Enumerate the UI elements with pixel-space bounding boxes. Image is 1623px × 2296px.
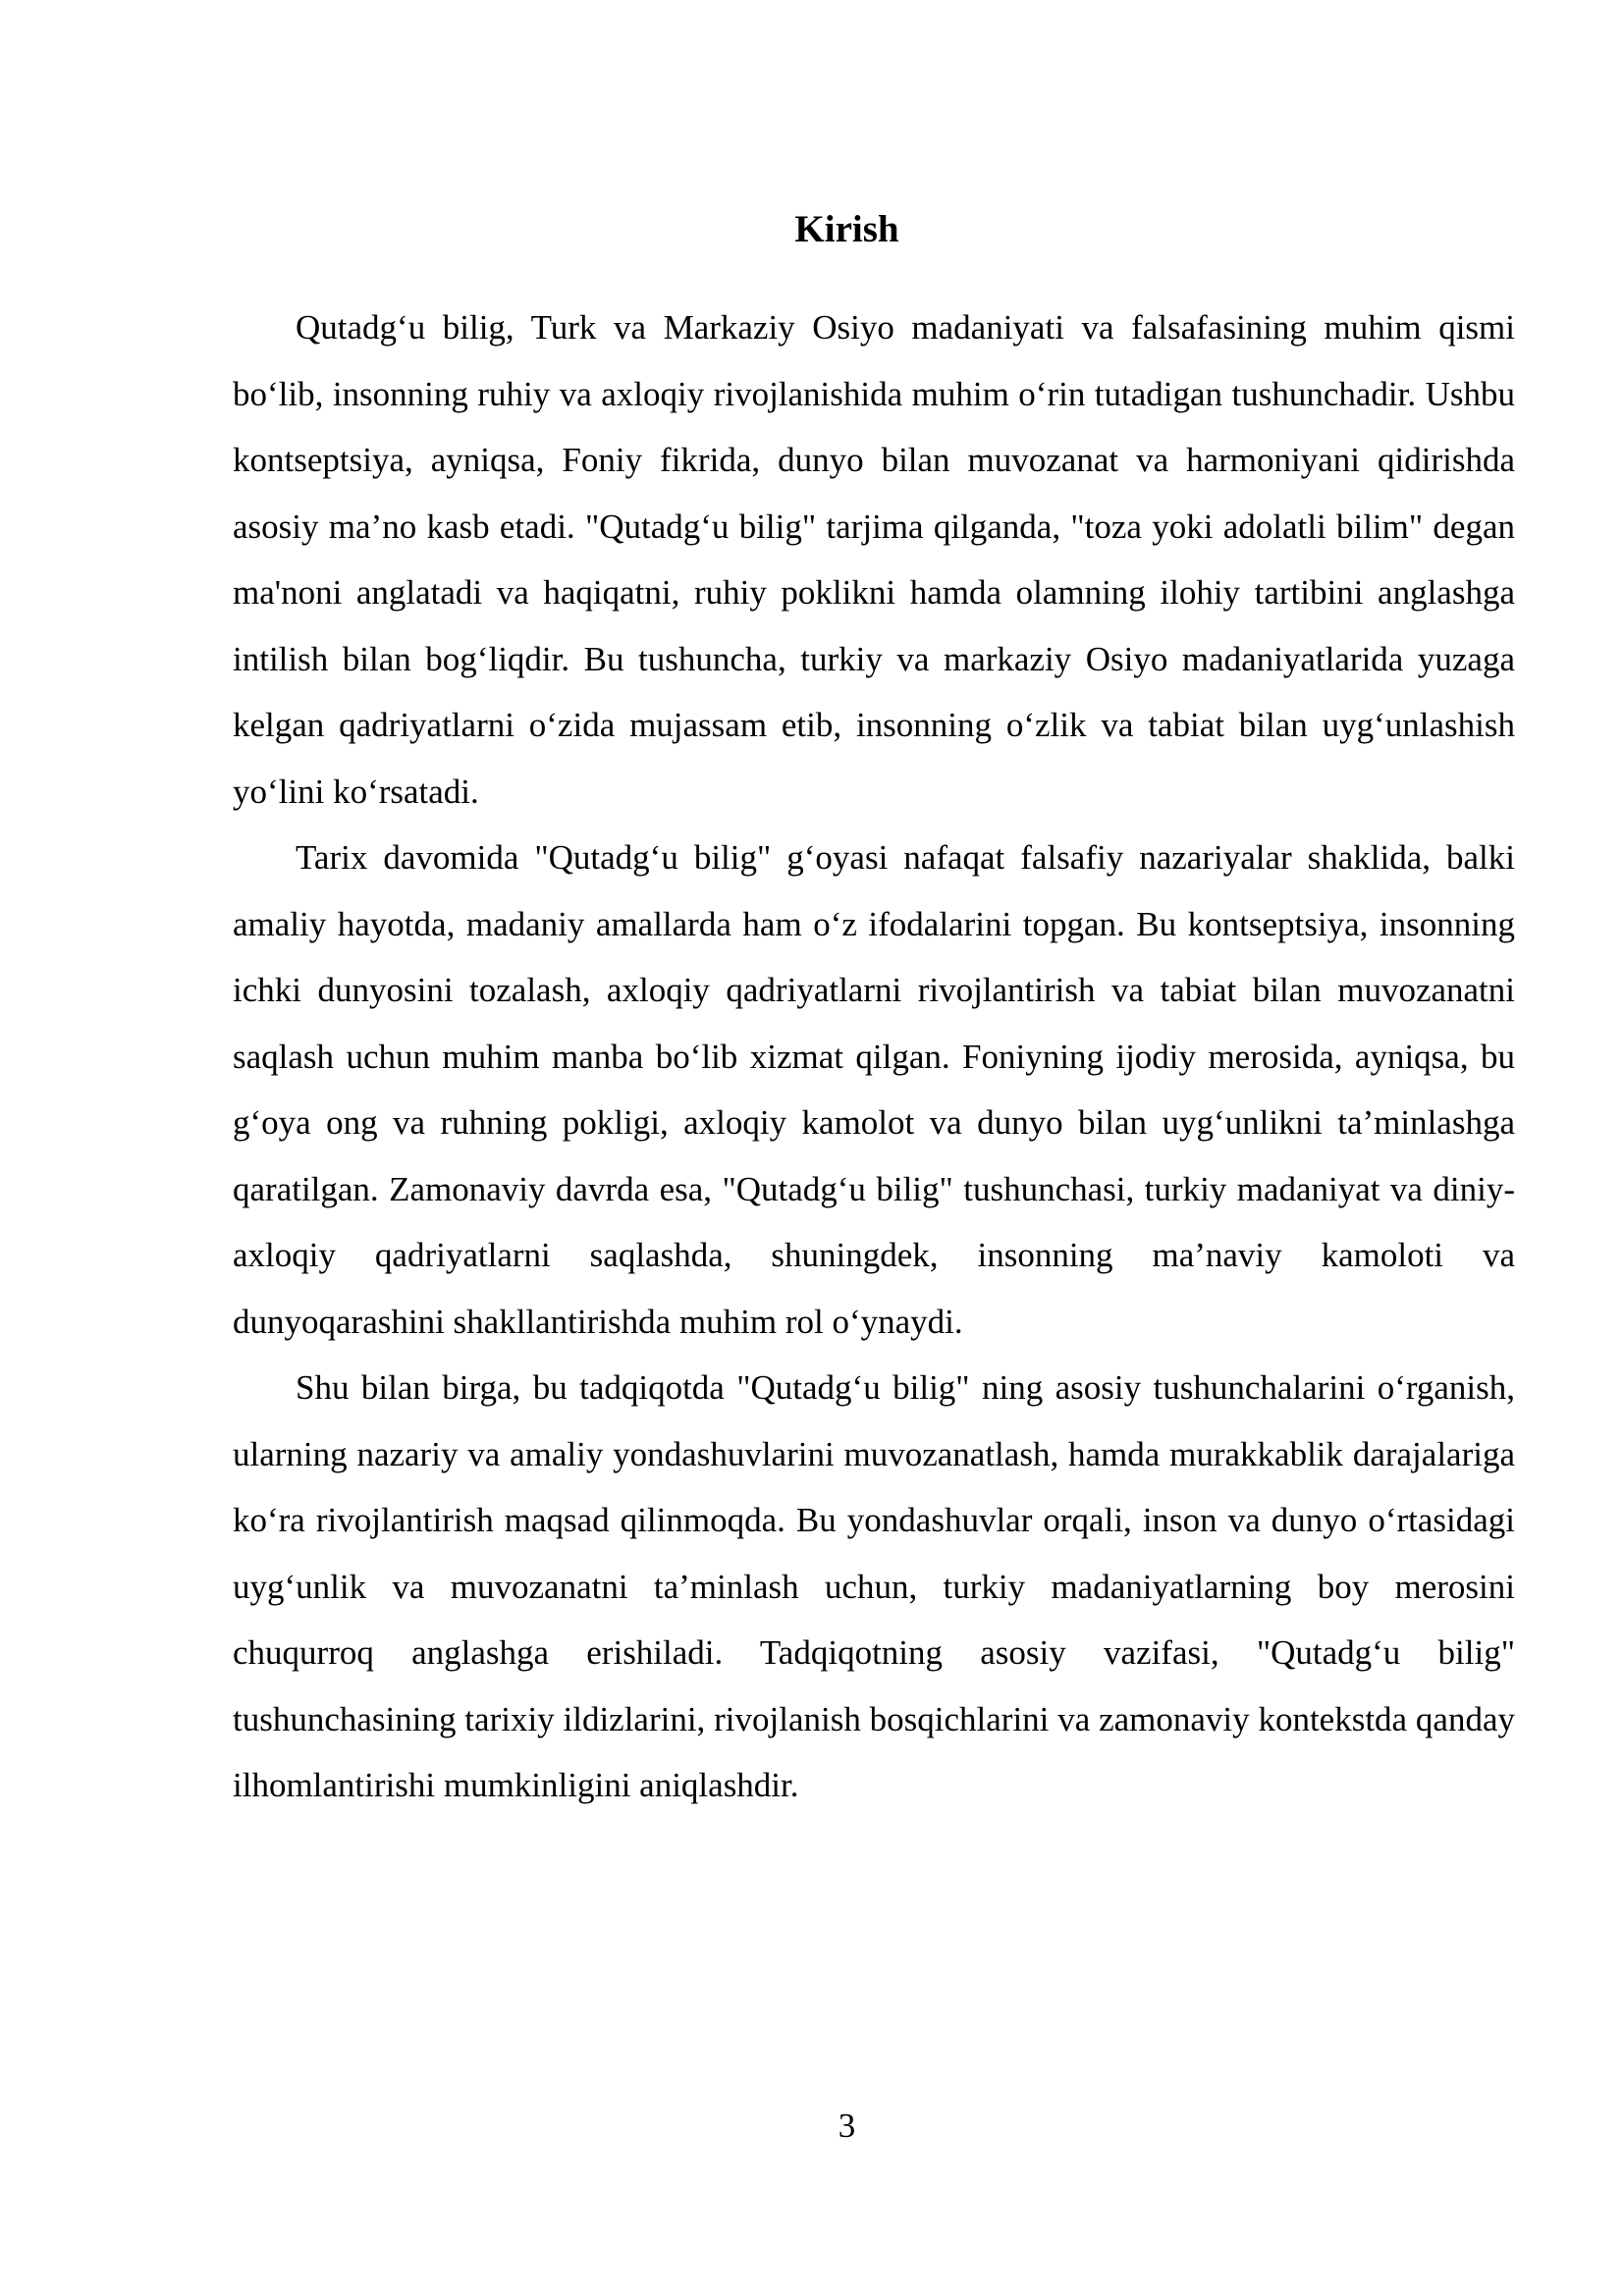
- paragraph-3: Shu bilan birga, bu tadqiqotda "Qutadg‘u bilig" ning asosiy tushunchalarini o‘rganish, ularning nazariy va amaliy yondashuvlarini muvozanatlash, hamda murakkablik darajalariga ko‘ra rivojlantirish maqsad qilinmoqda. Bu yondashuvlar orqali, inson va dunyo o‘rtasidagi uyg‘unlik va muvozanatni ta’minlash uchun, turkiy madaniyatlarning boy merosini chuqurroq anglashga erishiladi. Tadqiqotning asosiy vazifasi, "Qutadg‘u bilig" tushunchasining tarixiy ildizlarini, rivojlanish bosqichlarini va zamonaviy kontekstda qanday ilhomlantirishi mumkinligini aniqlashdir.: [233, 1368, 1515, 1804]
- page-title: Kirish: [794, 208, 899, 250]
- page-number: 3: [838, 2107, 856, 2145]
- paragraph-2: Tarix davomida "Qutadg‘u bilig" g‘oyasi nafaqat falsafiy nazariyalar shaklida, balki amaliy hayotda, madaniy amallarda ham o‘z ifodalarini topgan. Bu kontseptsiya, insonning ichki dunyosini tozalash, axloqiy qadriyatlarni rivojlantirish va tabiat bilan muvozanatni saqlash uchun muhim manba bo‘lib xizmat qilgan. Foniyning ijodiy merosida, ayniqsa, bu g‘oya ong va ruhning pokligi, axloqiy kamolot va dunyo bilan uyg‘unlikni ta’minlashga qaratilgan. Zamonaviy davrda esa, "Qutadg‘u bilig" tushunchasi, turkiy madaniyat va diniy-axloqiy qadriyatlarni saqlashda, shuningdek, insonning ma’naviy kamoloti va dunyoqarashini shakllantirishda muhim rol o‘ynaydi.: [233, 838, 1515, 1341]
- paragraph-1: Qutadg‘u bilig, Turk va Markaziy Osiyo madaniyati va falsafasining muhim qismi bo‘lib, insonning ruhiy va axloqiy rivojlanishida muhim o‘rin tutadigan tushunchadir. Ushbu kontseptsiya, ayniqsa, Foniy fikrida, dunyo bilan muvozanat va harmoniyani qidirishda asosiy ma’no kasb etadi. "Qutadg‘u bilig" tarjima qilganda, "toza yoki adolatli bilim" degan ma'noni anglatadi va haqiqatni, ruhiy poklikni hamda olamning ilohiy tartibini anglashga intilish bilan bog‘liqdir. Bu tushuncha, turkiy va markaziy Osiyo madaniyatlarida yuzaga kelgan qadriyatlarni o‘zida mujassam etib, insonning o‘zlik va tabiat bilan uyg‘unlashish yo‘lini ko‘rsatadi.: [233, 308, 1515, 811]
- body-text: [233, 294, 1515, 1819]
